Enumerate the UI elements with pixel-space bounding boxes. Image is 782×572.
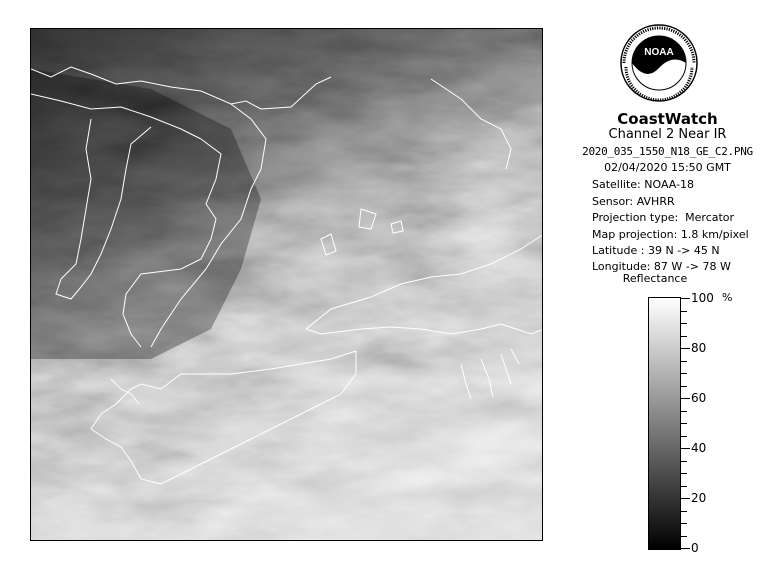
- satellite-image: [30, 28, 543, 541]
- sensor-label: Sensor: AVHRR: [592, 195, 675, 208]
- datetime-label: 02/04/2020 15:50 GMT: [604, 161, 731, 174]
- colorbar-tick: [681, 348, 690, 349]
- colorbar-tick-label: 60: [691, 391, 707, 405]
- colorbar-tick-label: 40: [691, 441, 707, 455]
- colorbar-tick: [681, 411, 687, 412]
- colorbar-tick-label: 0: [691, 541, 699, 555]
- colorbar-tick: [681, 373, 687, 374]
- colorbar-tick: [681, 461, 687, 462]
- colorbar-tick: [681, 448, 690, 449]
- logo-text: NOAA: [644, 47, 674, 58]
- filename-label: 2020_035_1550_N18_GE_C2.PNG: [582, 145, 753, 158]
- satellite-image-svg: [31, 29, 543, 541]
- colorbar-tick: [681, 323, 687, 324]
- satellite-label: Satellite: NOAA-18: [592, 178, 695, 191]
- colorbar-label: Reflectance: [622, 272, 688, 285]
- colorbar-tick-label: 80: [691, 341, 707, 355]
- longitude-label: Longitude: 87 W -> 78 W: [592, 260, 731, 273]
- projection-type-label: Projection type: Mercator: [592, 211, 735, 224]
- colorbar-tick-label: 20: [691, 491, 707, 505]
- colorbar-tick: [681, 498, 690, 499]
- colorbar: [648, 297, 681, 550]
- colorbar-tick: [681, 336, 687, 337]
- colorbar-tick: [681, 386, 687, 387]
- colorbar-tick: [681, 536, 687, 537]
- colorbar-tick: [681, 298, 690, 299]
- colorbar-tick: [681, 311, 687, 312]
- map-projection-label: Map projection: 1.8 km/pixel: [592, 228, 749, 241]
- colorbar-tick: [681, 473, 687, 474]
- colorbar-tick: [681, 511, 687, 512]
- latitude-label: Latitude : 39 N -> 45 N: [592, 244, 720, 257]
- colorbar-tick: [681, 361, 687, 362]
- colorbar-tick: [681, 423, 687, 424]
- colorbar-tick: [681, 486, 687, 487]
- app-title: CoastWatch: [617, 110, 718, 128]
- colorbar-tick-label: 100: [691, 291, 714, 305]
- colorbar-tick: [681, 523, 687, 524]
- noaa-logo: [620, 24, 698, 102]
- colorbar-tick: [681, 398, 690, 399]
- colorbar-tick: [681, 436, 687, 437]
- colorbar-tick: [681, 548, 690, 549]
- colorbar-unit: %: [722, 291, 733, 304]
- channel-label: Channel 2 Near IR: [608, 127, 727, 142]
